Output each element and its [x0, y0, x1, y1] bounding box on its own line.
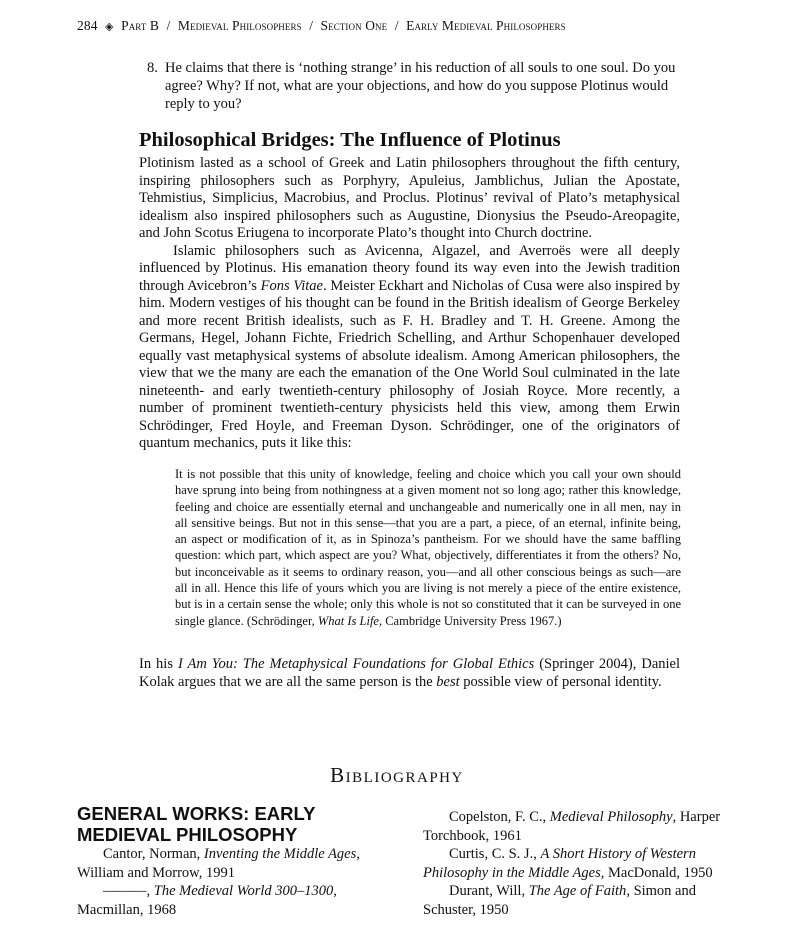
diamond-ornament-icon: ◈ [105, 21, 114, 33]
entry-author: Copelston, F. C., [449, 809, 550, 825]
closing-text-c: possible view of personal identity. [459, 673, 662, 690]
paragraph-2 [139, 243, 680, 453]
bibliography-entry [77, 845, 377, 882]
entry-author: Cantor, Norman, [103, 846, 204, 862]
quote-text-a: It is not possible that this unity of knowledge, feeling and choice which you call your own should have sprung into being from nothingness at a given moment not so long ago; rather this knowledge, feeling and choice are essentially eternal and unchangeable and numerically one in all men, nay in all sensitive beings. But not in this sense—that you are a part, a piece, of an eternal, infinite being, an aspect or modification of it, as in Spinoza’s pantheism. For we should have the same baffling question: which part, which aspect are you? What, objectively, differentiates it from the others? No, but inconceivable as it seems to ordinary reason, you—and all other conscious beings as such—are all in all. Hence this life of yours which you are living is not merely a piece of the entire existence, but is in a certain sense the whole; only this whole is not so constituted that it can be surveyed in one single glance. (Schrödinger, [175, 467, 681, 628]
bibliography-entry [77, 882, 377, 919]
study-question [141, 59, 681, 113]
paragraph-2-text-a: Islamic philosophers such as Avicenna, Algazel, and Averroës were all deeply influenced by Plotinus. His emanation theory found its way even into the Jewish tradition through Avicebron’s [139, 242, 680, 294]
page-number: 284 [77, 18, 98, 33]
bibliography-heading [77, 803, 377, 845]
quote-text-b: Cambridge University Press 1967.) [382, 613, 562, 628]
separator: / [394, 18, 399, 33]
section-title: Early Medieval Philosophers [406, 18, 566, 33]
paragraph-2-text-b: . Meister Eckhart and Nicholas of Cusa were also inspired by him. Modern vestiges of his thought can be found in the British idealism of George Berkeley and more recent British idealists, such as F. H. Bradley and T. H. Greene. Among the Germans, Hegel, Johann Fichte, Friedrich Schelling, and Arthur Schopenhauer developed equally vast metaphysical systems of absolute idealism. Among American philosophers, the view that we the many are each the emanation of the One World Soul culminated in the late nineteenth- and early twentieth-century philosophy of Josiah Royce. More recently, a number of prominent twentieth-century physicists held this view, among them Erwin Schrödinger, Fred Hoyle, and Freeman Dyson. Schrödinger, one of the originators of quantum mechanics, puts it like this: [139, 277, 680, 451]
entry-publisher: , Harper Torchbook, 1961 [423, 809, 721, 844]
separator: / [309, 18, 314, 33]
part-label: Part B [121, 18, 160, 33]
section-label: Section One [320, 18, 388, 33]
entry-title: Medieval Philosophy [549, 809, 673, 825]
closing-text [139, 656, 680, 691]
body-text [139, 155, 680, 453]
running-head [77, 18, 566, 34]
entry-author: Curtis, C. S. J., [449, 846, 541, 862]
entry-author: Durant, Will, [449, 883, 529, 899]
separator: / [166, 18, 171, 33]
quote-source-title: What Is Life, [317, 613, 383, 628]
entry-publisher: , William and Morrow, 1991 [77, 846, 360, 881]
part-title: Medieval Philosophers [177, 18, 302, 33]
bibliography-entry [423, 808, 723, 845]
block-quote [175, 466, 681, 629]
closing-text-a: In his [139, 656, 178, 672]
bibliography-entry [423, 882, 723, 919]
bibliography-title: Bibliography [330, 763, 464, 787]
closing-paragraph [139, 656, 680, 691]
bibliography-heading-line-1: GENERAL WORKS: EARLY [77, 803, 316, 824]
book-title: I Am You: The Metaphysical Foundations for Global Ethics [177, 656, 535, 672]
entry-author: ———, [103, 883, 154, 899]
question-number: 8. [147, 60, 158, 76]
fons-vitae-title: Fons Vitae [260, 277, 323, 294]
question-text: He claims that there is ‘nothing strange’ in his reduction of all souls to one soul. Do you agree? Why? If not, what are your objections, and how do you suppose Plotinus would reply to you? [165, 60, 676, 112]
entry-title: Inventing the Middle Ages [203, 846, 357, 862]
emphasis-best: best [436, 673, 460, 690]
entry-publisher: , Macmillan, 1968 [77, 883, 337, 918]
quote-text [175, 466, 681, 629]
closing-text-b: (Springer 2004), Daniel Kolak argues that we are all the same person is the [139, 656, 680, 690]
bibliography-entry [423, 845, 723, 882]
entry-title: The Age of Faith [528, 883, 627, 899]
bibliography-heading-line-2: MEDIEVAL PHILOSOPHY [77, 824, 298, 845]
entry-title: A Short History of Western Philosophy in the Middle Ages [423, 846, 696, 881]
entry-publisher: , MacDonald, 1950 [600, 864, 713, 881]
bibliography-left-column [77, 803, 377, 919]
bibliography-right-column [423, 808, 723, 919]
entry-publisher: , Simon and Schuster, 1950 [423, 883, 696, 918]
section-heading: Philosophical Bridges: The Influence of Plotinus [139, 129, 561, 151]
entry-title: The Medieval World 300–1300 [153, 883, 334, 899]
paragraph-1: Plotinism lasted as a school of Greek and Latin philosophers throughout the fifth century, inspiring philosophers such as Porphyry, Apuleius, Jamblichus, Julian the Apostate, Tehmistius, Simplicius, Macrobius, and Proclus. Plotinus’ revival of Plato’s metaphysical idealism also inspired philosophers such as Augustine, Dionysius the Pseudo-Areopagite, and John Scotus Eriugena to incorporate Plato’s thought into Church doctrine. [139, 155, 680, 241]
